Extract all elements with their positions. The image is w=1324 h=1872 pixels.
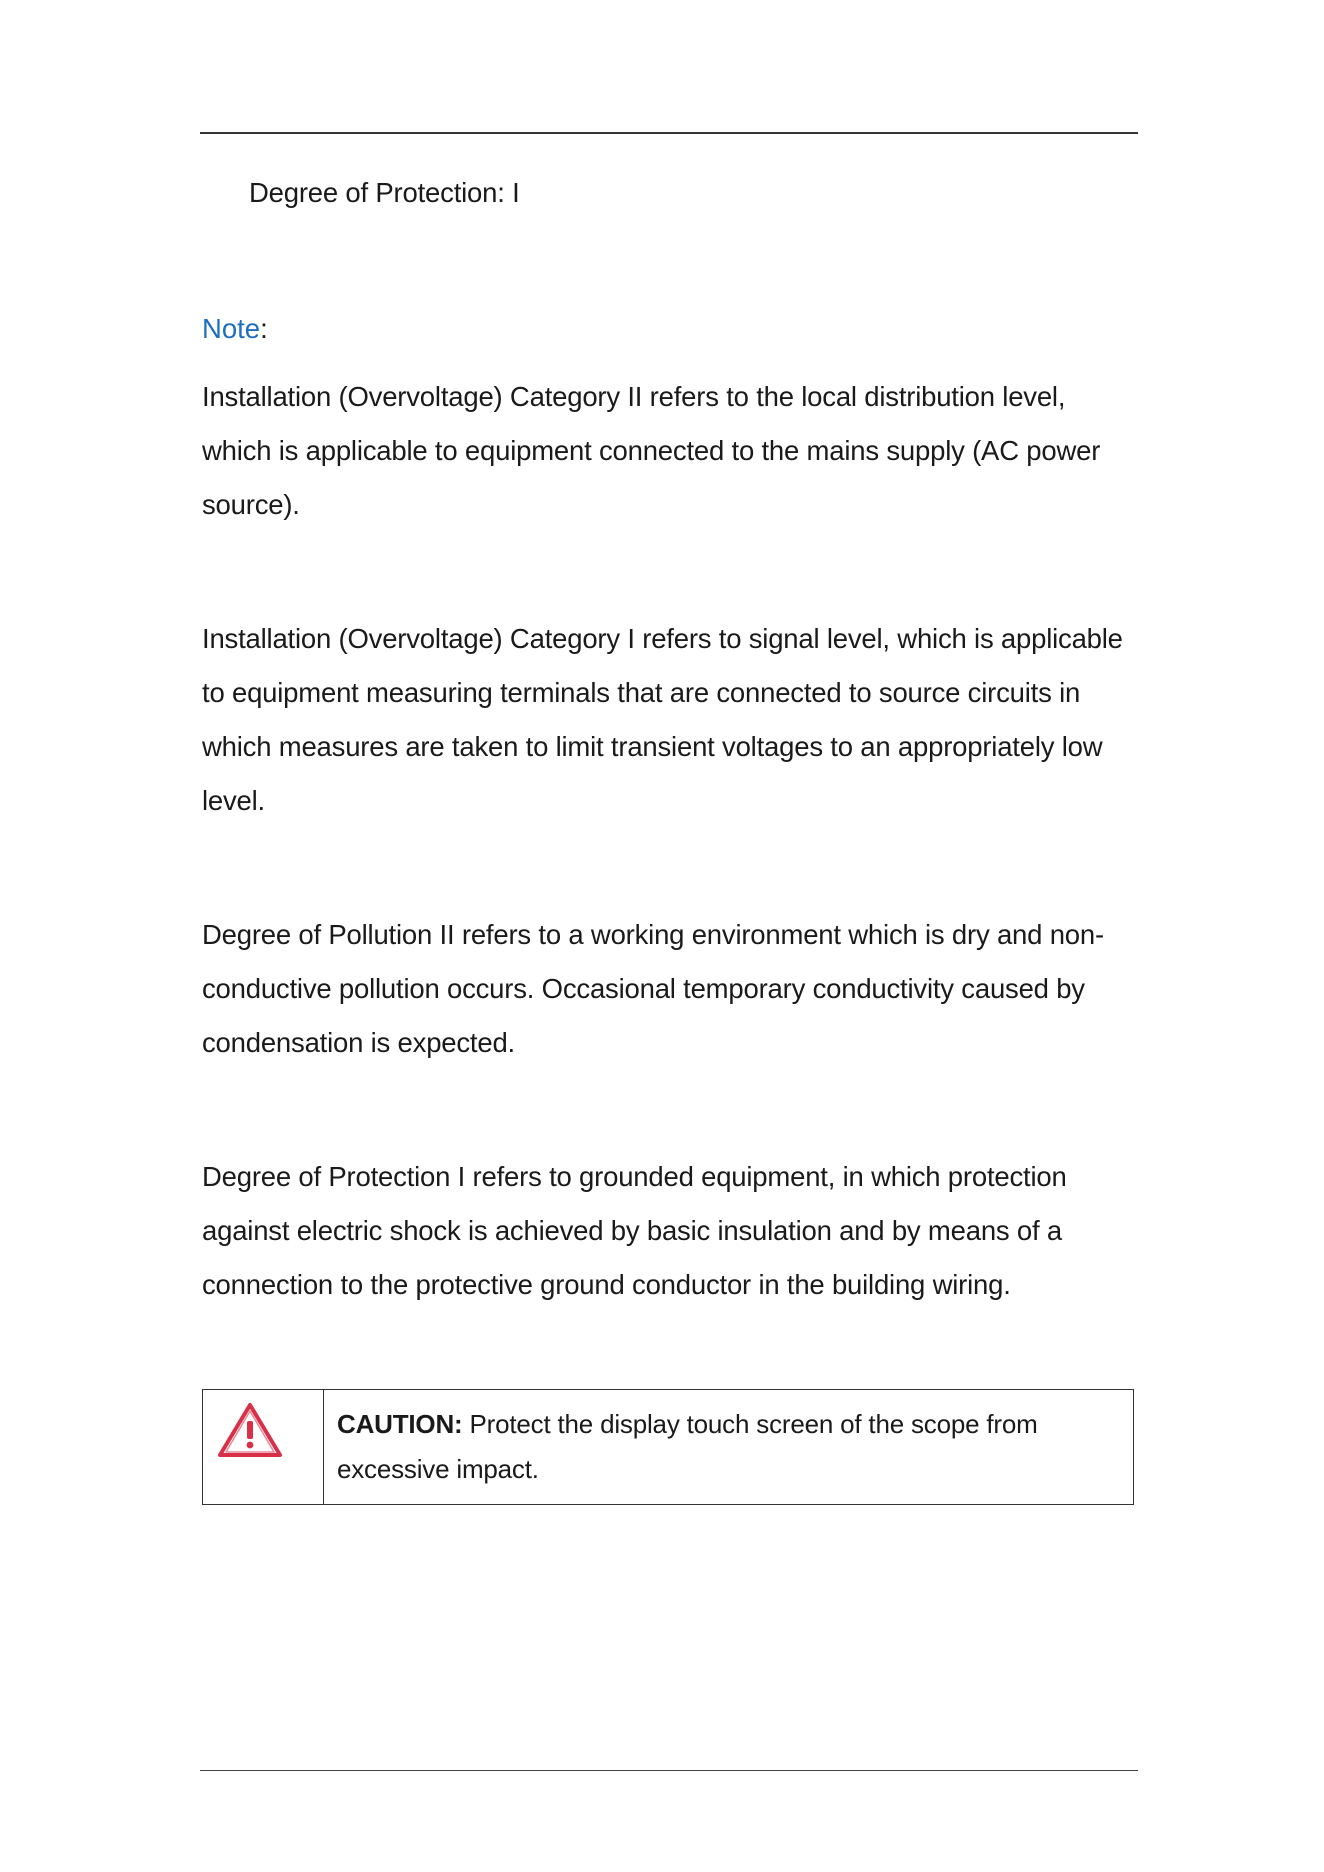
warning-triangle-icon <box>216 1401 284 1459</box>
note-heading <box>202 302 268 356</box>
paragraph-protection-degree: Degree of Protection I refers to grounded equipment, in which protection against electric shock is achieved by basic insulation and by means of a connection to the protective ground conductor in the building wiring. <box>202 1161 1067 1300</box>
caution-icon-cell <box>203 1390 324 1504</box>
footer-rule <box>200 1770 1138 1771</box>
caution-message: Protect the display touch screen of the scope from excessive impact. <box>337 1409 1038 1484</box>
paragraph-pollution-degree: Degree of Pollution II refers to a working environment which is dry and non-conductive pollution occurs. Occasional temporary conductivity caused by condensation is expected. <box>202 919 1104 1058</box>
header-rule <box>200 132 1138 134</box>
caution-text-cell <box>324 1390 1133 1504</box>
note-colon: : <box>260 313 268 344</box>
paragraph-overvoltage-cat-2: Installation (Overvoltage) Category II refers to the local distribution level, which is applicable to equipment connected to the mains supply (AC power source). <box>202 381 1101 520</box>
caution-box <box>202 1389 1134 1505</box>
note-label: Note <box>202 313 261 344</box>
caution-label: CAUTION: <box>337 1409 463 1439</box>
protection-line: Degree of Protection: I <box>249 177 520 208</box>
paragraph-overvoltage-cat-1: Installation (Overvoltage) Category I refers to signal level, which is applicable to equipment measuring terminals that are connected to source circuits in which measures are taken to limit transient voltages to an appropriately low level. <box>202 623 1123 816</box>
